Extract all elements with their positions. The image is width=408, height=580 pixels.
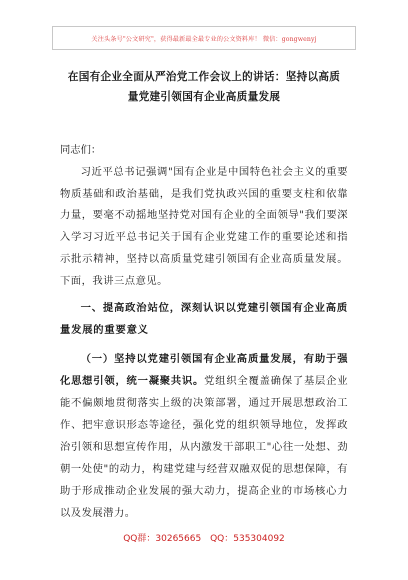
header-notice-text: 关注头条号"公文研究"，获得最新最全最专业的公文资料库！ 微信：gongwenyj [91, 35, 317, 43]
footer-qq-group: QQ群：30265665 [123, 534, 202, 544]
footer-qq: QQ：535304092 [210, 534, 285, 544]
document-title [56, 67, 352, 107]
footer-contact [0, 531, 408, 544]
paragraph-intro: 习近平总书记强调"国有企业是中国特色社会主义的重要物质基础和政治基础，是我们党执政兴国的重要支柱和依靠力量，要毫不动摇地坚持党对国有企业的全面领导"我们要深入学习习近平总书记关于国有企业党建工作的重要论述和指示批示精神，坚持以高质量党建引领国有企业高质量发展。下面，我讲三点意见。 [60, 166, 348, 287]
section-heading-1: 一、提高政治站位，深刻认识以党建引领国有企业高质量发展的重要意义 [60, 302, 348, 336]
paragraph-section1-item1 [60, 348, 348, 524]
salutation: 同志们： [60, 144, 102, 156]
document-title-line1: 在国有企业全面从严治党工作会议上的讲话：坚持以高质 [67, 71, 341, 83]
header-notice-box [52, 26, 356, 50]
paragraph-lead-sentence: （一）坚持以党建引领国有企业高质量发展，有助于强化思想引领，统一凝聚共识。 [60, 353, 348, 387]
document-title-line2: 量党建引领国有企业高质量发展 [127, 91, 281, 103]
paragraph-body-text: 党组织全覆盖确保了基层企业能不偏颇地贯彻落实上级的决策部署，通过开展思想政治工作、把牢意识形态等途径，强化党的组织领导地位，发挥政治引领和思想宣传作用，从内激发干部职工"心往一处想、劲朝一处使"的动力，构建党建与经营双融双促的思想保障，有助于形成推动企业发展的强大动力，提高企业的市场核心力以及发展潜力。 [60, 375, 349, 519]
